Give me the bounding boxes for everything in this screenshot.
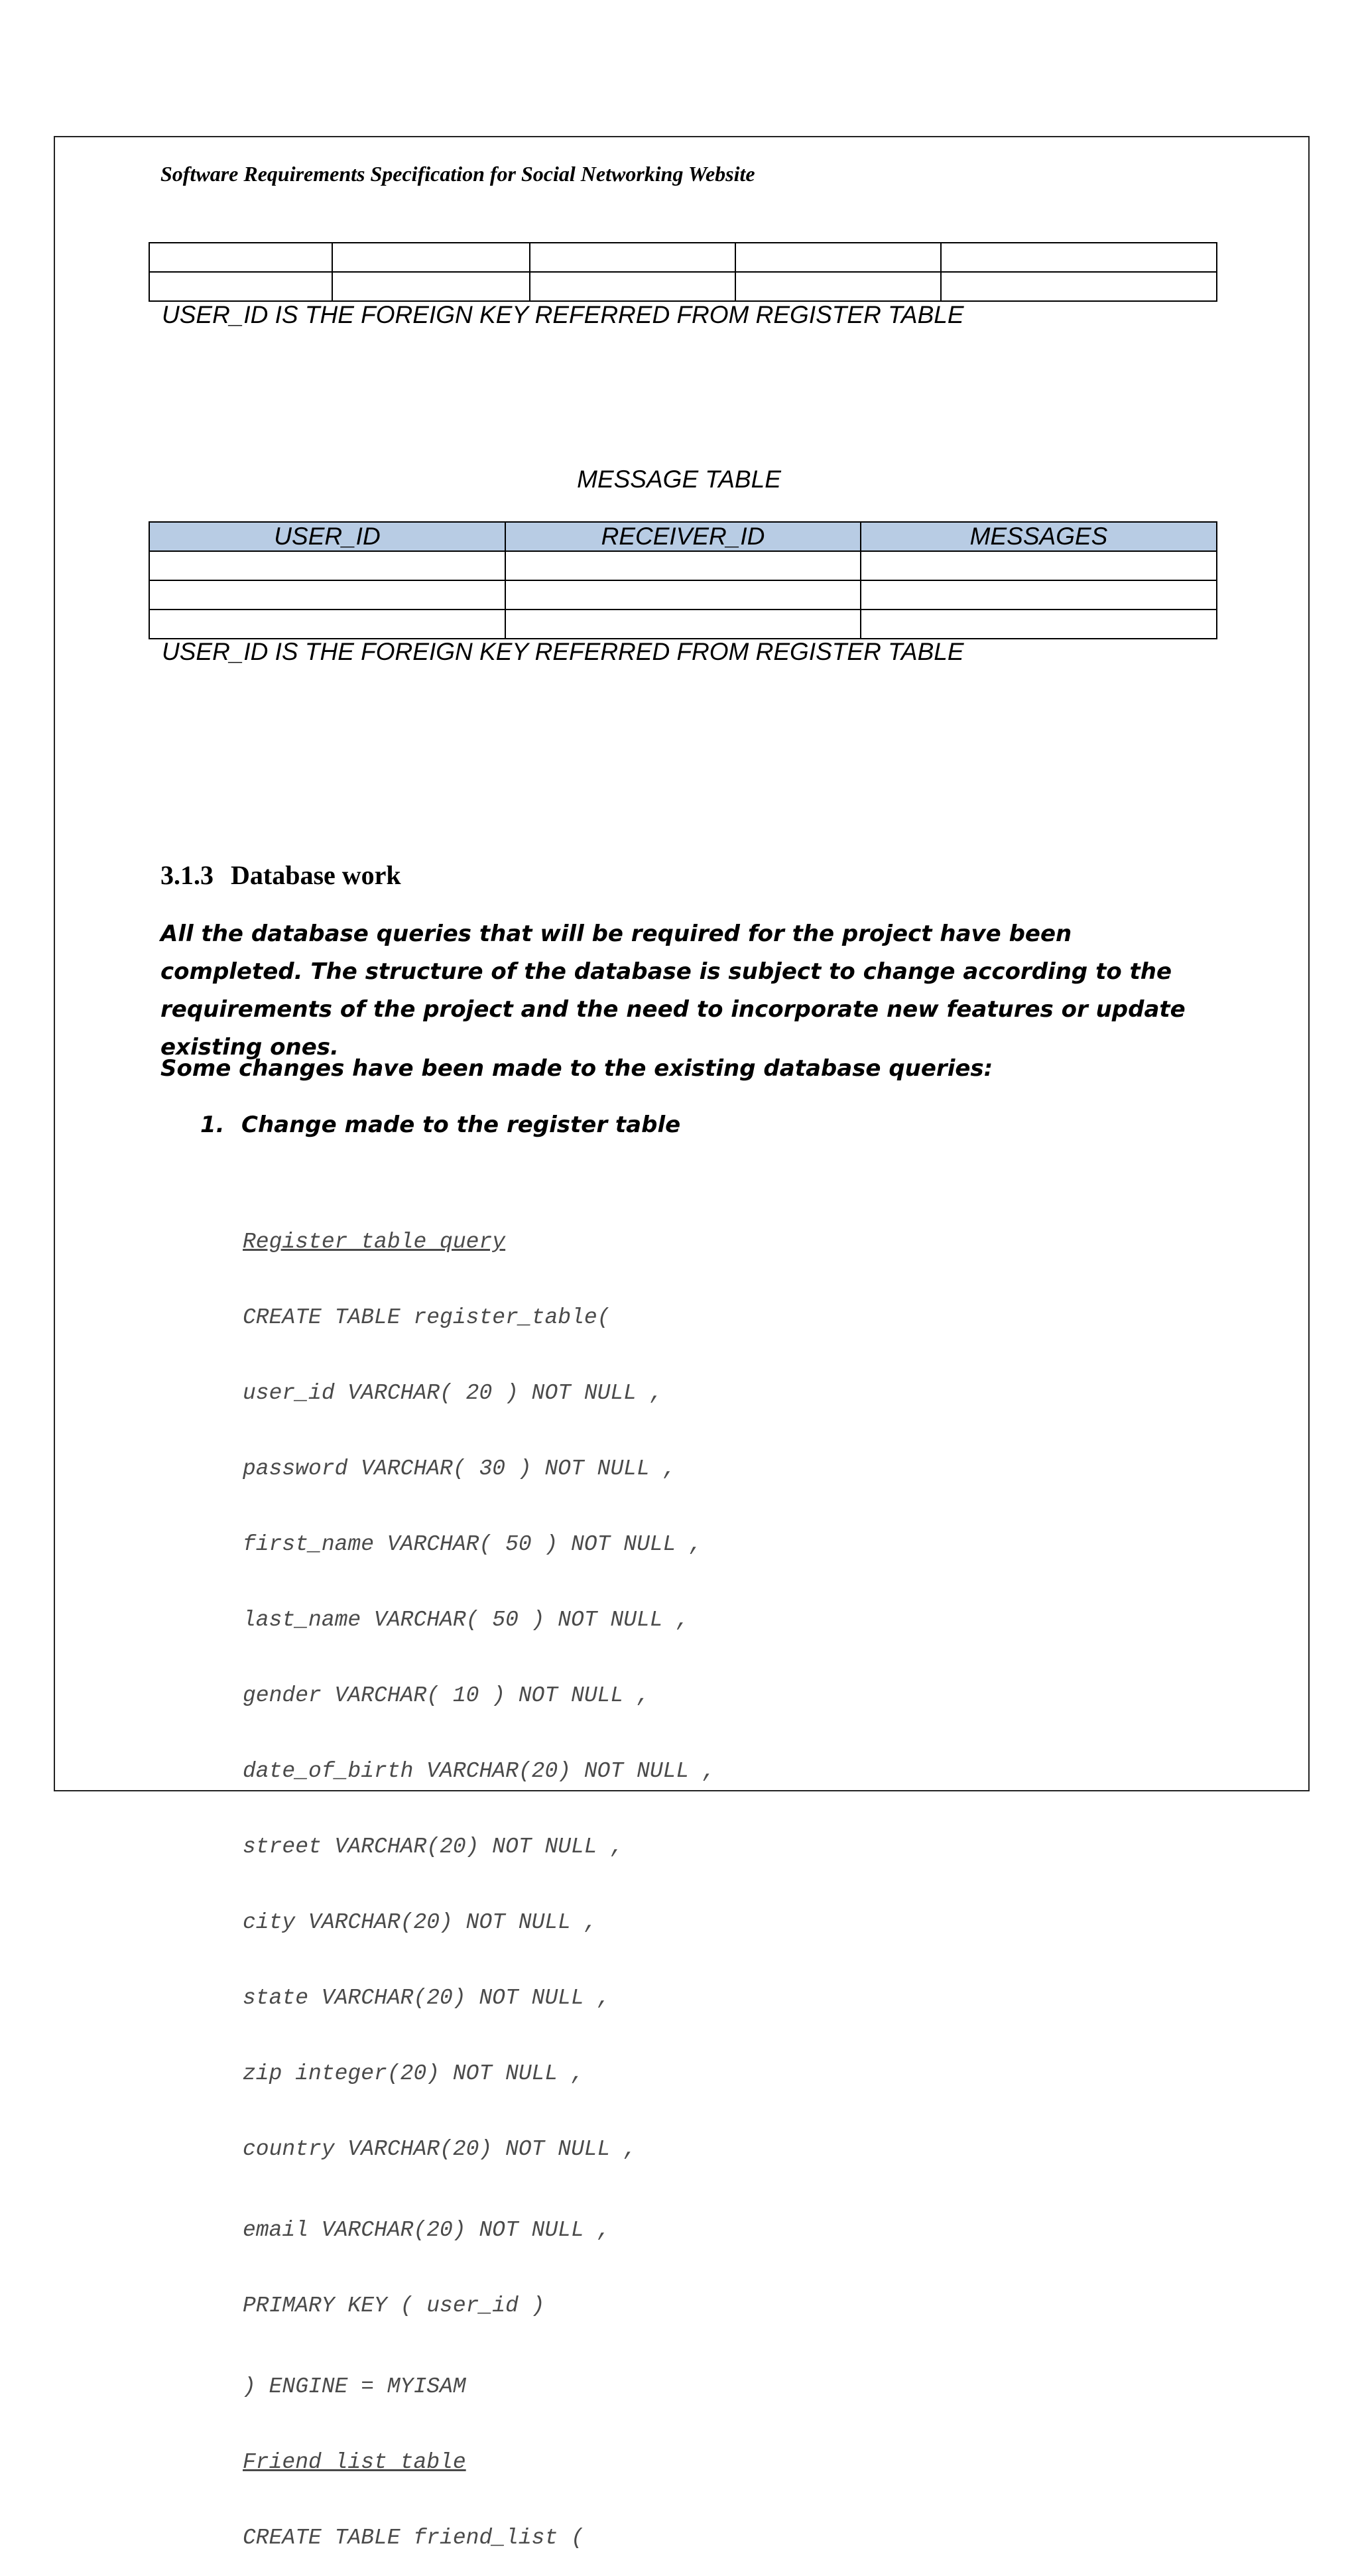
foreign-key-note: USER_ID IS THE FOREIGN KEY REFERRED FROM REGISTER TABLE: [162, 301, 964, 328]
table-cell: [505, 610, 861, 639]
code-line: state VARCHAR(20) NOT NULL ,: [243, 1986, 611, 2010]
table-row: [149, 551, 1217, 580]
table-cell: [149, 610, 505, 639]
table-cell: [530, 243, 735, 272]
code-line: country VARCHAR(20) NOT NULL ,: [243, 2137, 637, 2161]
code-line: gender VARCHAR( 10 ) NOT NULL ,: [243, 1683, 650, 1708]
table-cell: [332, 243, 530, 272]
table-row: [149, 272, 1217, 301]
column-header-user-id: USER_ID: [149, 522, 505, 551]
message-table: [149, 521, 1217, 639]
table-cell: [149, 551, 505, 580]
table-cell: [941, 272, 1217, 301]
table-cell: [505, 580, 861, 610]
code-line: CREATE TABLE friend_list (: [243, 2526, 584, 2550]
table-cell: [530, 272, 735, 301]
table-cell: [735, 272, 941, 301]
code-line: ) ENGINE = MYISAM: [243, 2374, 466, 2399]
code-line: street VARCHAR(20) NOT NULL ,: [243, 1835, 624, 1859]
code-line: city VARCHAR(20) NOT NULL ,: [243, 1910, 597, 1935]
foreign-key-note: USER_ID IS THE FOREIGN KEY REFERRED FROM REGISTER TABLE: [162, 638, 964, 665]
table-cell: [149, 272, 332, 301]
table-row: [149, 580, 1217, 610]
table-cell: [941, 243, 1217, 272]
table-row: [149, 243, 1217, 272]
column-header-messages: MESSAGES: [861, 522, 1217, 551]
code-line: last_name VARCHAR( 50 ) NOT NULL ,: [243, 1608, 690, 1632]
table-cell: [505, 551, 861, 580]
paragraph: Some changes have been made to the existing database queries:: [160, 1055, 993, 1082]
table-row: [149, 610, 1217, 639]
table-cell: [861, 551, 1217, 580]
section-title: Database work: [231, 860, 401, 890]
section-number: 3.1.3: [160, 860, 214, 890]
message-table-title: MESSAGE TABLE: [577, 466, 781, 493]
table-cell: [861, 580, 1217, 610]
table-cell: [149, 580, 505, 610]
list-item-text: Change made to the register table: [241, 1112, 681, 1138]
list-item: [200, 1112, 680, 1138]
running-header: Software Requirements Specification for Social Networking Website: [160, 162, 755, 186]
code-line: email VARCHAR(20) NOT NULL ,: [243, 2218, 611, 2242]
code-line: PRIMARY KEY ( user_id ): [243, 2293, 545, 2318]
code-line: password VARCHAR( 30 ) NOT NULL ,: [243, 1456, 676, 1481]
code-line: zip integer(20) NOT NULL ,: [243, 2061, 584, 2086]
code-block: [243, 1179, 715, 2576]
table-cell: [861, 610, 1217, 639]
table-cell: [735, 243, 941, 272]
table-header-row: [149, 522, 1217, 551]
code-line: user_id VARCHAR( 20 ) NOT NULL ,: [243, 1381, 663, 1405]
code-caption: Friend list table: [243, 2450, 466, 2475]
top-table: [149, 242, 1217, 302]
table-cell: [149, 243, 332, 272]
table-cell: [332, 272, 530, 301]
code-line: CREATE TABLE register_table(: [243, 1305, 611, 1330]
code-caption: Register table query: [243, 1230, 506, 1254]
section-heading: [160, 860, 401, 891]
list-item-number: 1.: [200, 1112, 225, 1138]
column-header-receiver-id: RECEIVER_ID: [505, 522, 861, 551]
code-line: first_name VARCHAR( 50 ) NOT NULL ,: [243, 1532, 703, 1557]
paragraph: All the database queries that will be required for the project have been completed. The structure of the database is subject to change according to the requirements of the project and the need to incorporate new features or update existing ones.: [160, 921, 1186, 1061]
code-line: date_of_birth VARCHAR(20) NOT NULL ,: [243, 1759, 715, 1783]
